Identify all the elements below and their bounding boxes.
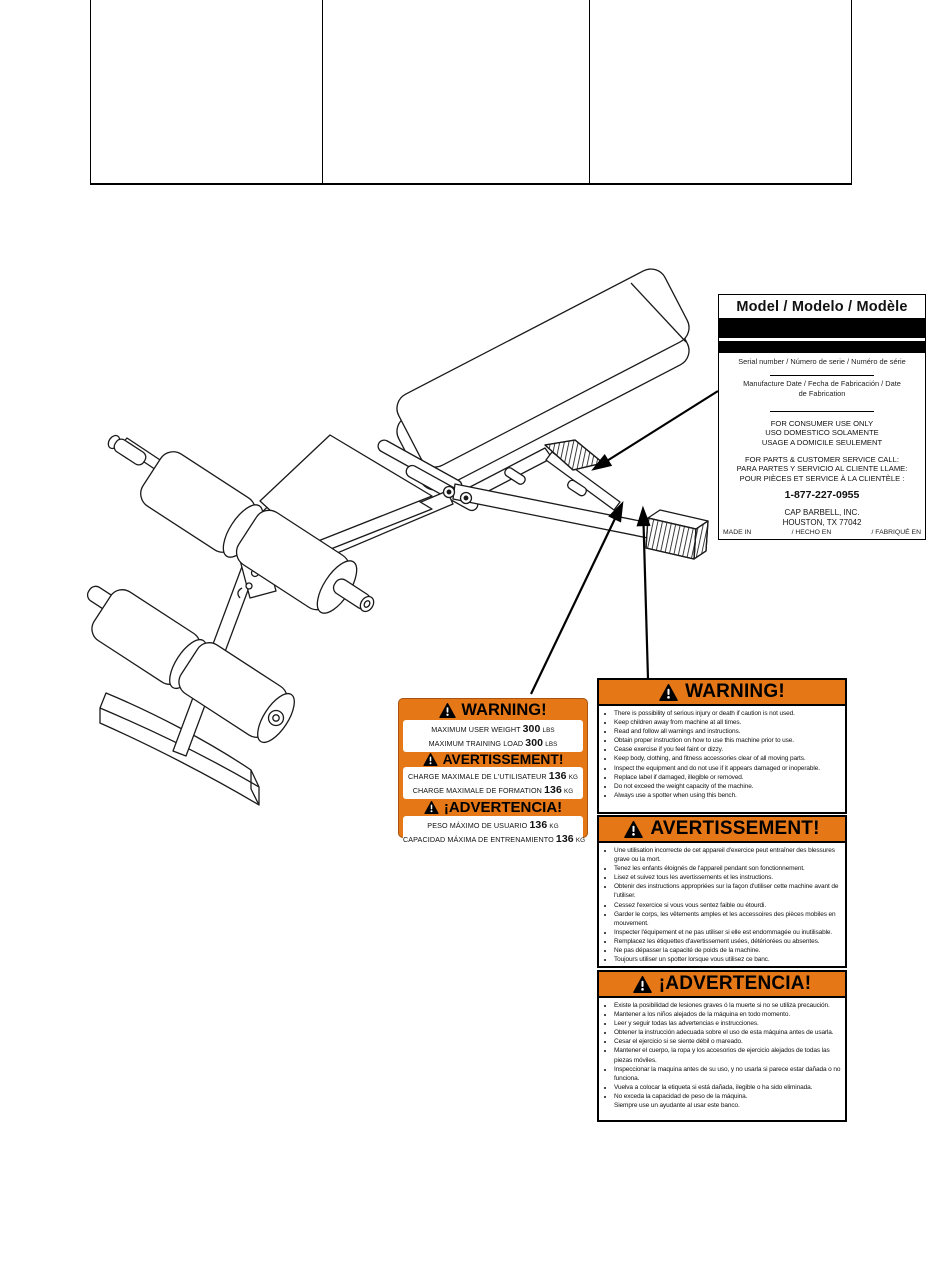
warning-triangle-icon bbox=[633, 976, 652, 993]
capacity-heading-es bbox=[403, 799, 583, 816]
manufacture-date-caption: Manufacture Date / Fecha de Fabricación / Date de Fabrication bbox=[743, 379, 901, 398]
warning-triangle-icon bbox=[624, 821, 643, 838]
warning-bullet: • No exceda la capacidad de peso de la máquina. bbox=[614, 1092, 841, 1101]
serial-caption: Serial number / Número de serie / Numéro de série bbox=[738, 357, 906, 366]
warning-heading-text: AVERTISSEMENT! bbox=[650, 818, 820, 839]
capacity-values-es bbox=[403, 816, 586, 848]
service-line: POUR PIÈCES ET SERVICE À LA CLIENTÈLE : bbox=[739, 473, 905, 483]
serial-write-line bbox=[770, 375, 874, 376]
callout-arrow-serial-label bbox=[594, 391, 718, 469]
capacity-values-fr bbox=[403, 767, 583, 799]
warning-bullet-list bbox=[599, 709, 845, 800]
warning-bullet: • Obtener la instrucción adecuada sobre el uso de esta máquina antes de usarla. bbox=[614, 1028, 841, 1037]
warning-bullet: • Cease exercise if you feel faint or dizzy. bbox=[614, 745, 841, 754]
service-phone-number: 1-877-227-0955 bbox=[784, 489, 860, 502]
company-address bbox=[719, 508, 925, 527]
warning-bullet: • Obtain proper instruction on how to use this machine prior to use. bbox=[614, 736, 841, 745]
consumer-line: USO DOMESTICO SOLAMENTE bbox=[765, 428, 879, 438]
warning-bullet: • Inspecter l'équipement et ne pas utiliser si elle est endommagée ou inutilisable. bbox=[614, 928, 841, 937]
service-line: PARA PARTES Y SERVICIO AL CLIENTE LLAME: bbox=[736, 464, 908, 474]
consumer-use-lines bbox=[719, 419, 925, 448]
warning-bullet: • Une utilisation incorrecte de cet appareil d'exercice peut entraîner des blessures grave ou la mort. bbox=[614, 846, 841, 864]
warning-bullet: • Cesar el ejercicio si se siente débil o mareado. bbox=[614, 1037, 841, 1046]
warning-bullet: • Mantener el cuerpo, la ropa y los accesorios de ejercicio alejados de todas las piezas móviles. bbox=[614, 1046, 841, 1064]
capacity-row: MAXIMUM TRAINING LOAD 300 LBS bbox=[428, 736, 558, 749]
service-lines bbox=[719, 455, 925, 484]
capacity-values-en bbox=[403, 720, 583, 752]
table-cell bbox=[91, 0, 323, 183]
warning-bullet-list bbox=[599, 846, 845, 964]
warning-triangle-icon bbox=[424, 801, 439, 814]
warning-bullet: • Cessez l'exercice si vous vous sentez faible ou étourdi. bbox=[614, 901, 841, 910]
warning-bullet: • Vuelva a colocar la etiqueta si está dañada, ilegible o ha sido eliminada. bbox=[614, 1083, 841, 1092]
hecho-en: / HECHO EN bbox=[791, 529, 832, 536]
warning-header-en bbox=[599, 680, 845, 706]
warning-bullet: • Obtenir des instructions appropriées sur la façon d'utiliser cette machine avant de l'utiliser. bbox=[614, 882, 841, 900]
company-city: HOUSTON, TX 77042 bbox=[782, 517, 862, 527]
warning-triangle-icon bbox=[423, 753, 438, 766]
rear-frame-tube bbox=[453, 484, 655, 539]
made-in: MADE IN bbox=[723, 529, 752, 536]
warning-section-fr bbox=[597, 815, 847, 968]
warning-bullet: • Lisez et suivez tous les avertissements et les instructions. bbox=[614, 873, 841, 882]
parts-table bbox=[90, 0, 852, 185]
warning-bullet: • Always use a spotter when using this bench. bbox=[614, 791, 841, 800]
warning-bullet: • Keep children away from machine at all times. bbox=[614, 718, 841, 727]
warning-bullet: • Keep body, clothing, and fitness accessories clear of all moving parts. bbox=[614, 754, 841, 763]
warning-header-es bbox=[599, 972, 845, 998]
warning-bullet: • Existe la posibilidad de lesiones graves ó la muerte si no se utiliza precaución. bbox=[614, 1001, 841, 1010]
warning-triangle-icon bbox=[439, 703, 456, 718]
capacity-row: CAPACIDAD MÁXIMA DE ENTRENAMIENTO 136 KG bbox=[403, 832, 586, 845]
warning-heading-text: WARNING! bbox=[685, 681, 785, 702]
capacity-heading-text: WARNING! bbox=[461, 701, 547, 719]
warning-bullet: • Leer y seguir todas las advertencias e instrucciones. bbox=[614, 1019, 841, 1028]
consumer-line: USAGE A DOMICILE SEULEMENT bbox=[761, 437, 883, 447]
warning-bullet: • Inspeccionar la maquina antes de su uso, y no usarla si parece estar dañada o no funciona. bbox=[614, 1065, 841, 1083]
warning-heading-text: ¡ADVERTENCIA! bbox=[658, 973, 812, 994]
warning-bullet: • There is possibility of serious injury or death if caution is not used. bbox=[614, 709, 841, 718]
capacity-row: PESO MÁXIMO DE USUARIO 136 KG bbox=[427, 818, 559, 831]
weight-capacity-label bbox=[398, 698, 588, 845]
warning-bullet-list bbox=[599, 1001, 845, 1101]
warning-bullet: • Replace label if damaged, illegible or removed. bbox=[614, 773, 841, 782]
capacity-heading-text: ¡ADVERTENCIA! bbox=[443, 799, 563, 816]
table-cell bbox=[590, 0, 852, 183]
callout-arrow-capacity-label bbox=[531, 504, 622, 694]
capacity-heading-text: AVERTISSEMENT! bbox=[442, 752, 564, 767]
warning-bullet: • Ne pas dépasser la capacité de poids de la machine. bbox=[614, 946, 841, 955]
warning-bullet: • Do not exceed the weight capacity of the machine. bbox=[614, 782, 841, 791]
date-write-line bbox=[770, 411, 874, 412]
model-label-title: Model / Modelo / Modèle bbox=[736, 299, 908, 315]
consumer-line: FOR CONSUMER USE ONLY bbox=[770, 418, 874, 428]
warning-bullet: • Mantener a los niños alejados de la máquina en todo momento. bbox=[614, 1010, 841, 1019]
capacity-row: CHARGE MAXIMALE DE L'UTILISATEUR 136 KG bbox=[408, 769, 578, 782]
warning-bullet: • Garder le corps, les vêtements amples et les accessoires des pièces mobiles en mouvement. bbox=[614, 910, 841, 928]
company-name: CAP BARBELL, INC. bbox=[784, 508, 860, 518]
warning-section-en bbox=[597, 678, 847, 814]
warning-bullet: • Inspect the equipment and do not use if it appears damaged or inoperable. bbox=[614, 764, 841, 773]
warning-section-es bbox=[597, 970, 847, 1122]
capacity-row: MAXIMUM USER WEIGHT 300 LBS bbox=[431, 722, 555, 735]
warning-triangle-icon bbox=[659, 684, 678, 701]
warning-bullet: • Remplacez les étiquettes d'avertissement usées, détériorées ou absentes. bbox=[614, 937, 841, 946]
model-number-field bbox=[719, 318, 925, 338]
capacity-heading-en bbox=[403, 701, 583, 720]
warning-header-fr bbox=[599, 817, 845, 843]
capacity-heading-fr bbox=[403, 752, 583, 767]
rear-rubber-foot bbox=[646, 510, 708, 559]
model-serial-label bbox=[718, 294, 926, 540]
table-cell bbox=[323, 0, 591, 183]
warning-bullet: • Tenez les enfants éloignés de l'appareil pendant son fonctionnement. bbox=[614, 864, 841, 873]
capacity-row: CHARGE MAXIMALE DE FORMATION 136 KG bbox=[412, 783, 574, 796]
warning-bullet: • Read and follow all warnings and instructions. bbox=[614, 727, 841, 736]
model-number-field-2 bbox=[719, 341, 925, 353]
warning-footer-line: Siempre use un ayudante al usar este banco. bbox=[614, 1102, 740, 1110]
service-line: FOR PARTS & CUSTOMER SERVICE CALL: bbox=[745, 454, 899, 464]
made-in-row bbox=[719, 529, 925, 536]
warning-bullet: • Toujours utiliser un spotter lorsque vous utilisez ce banc. bbox=[614, 955, 841, 964]
fabrique-en: / FABRIQUÉ EN bbox=[871, 529, 921, 536]
